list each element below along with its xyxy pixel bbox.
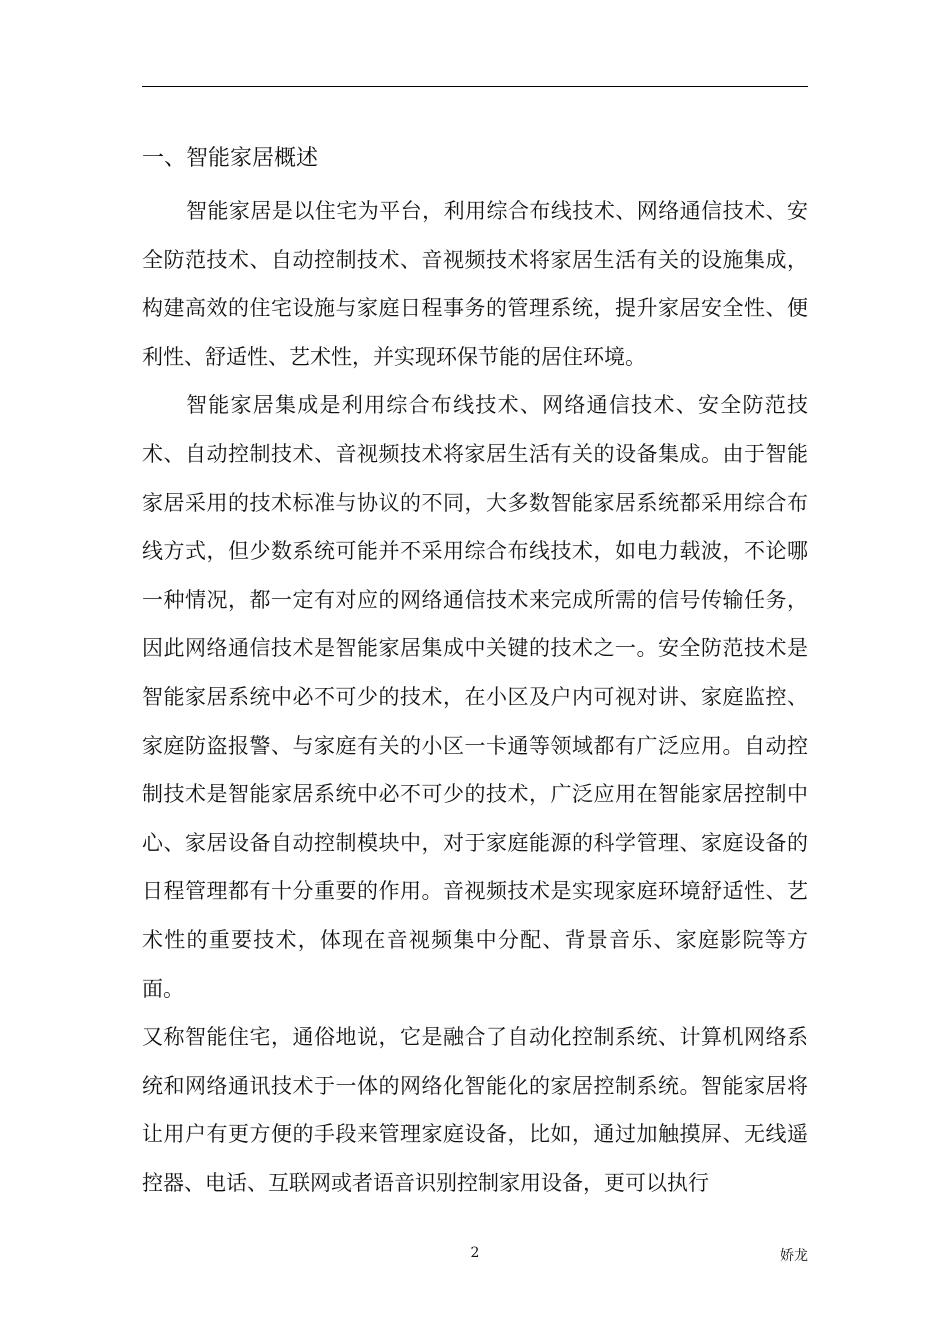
document-body: [142, 135, 808, 1207]
footer-author: 娇龙: [780, 1248, 808, 1264]
header-rule: [142, 86, 808, 87]
page-number: 2: [470, 1245, 480, 1261]
section-heading: 一、智能家居概述: [142, 146, 319, 171]
paragraph-2: 智能家居集成是利用综合布线技术、网络通信技术、安全防范技术、自动控制技术、音视频技术将家居生活有关的设备集成。由于智能家居采用的技术标准与协议的不同，大多数智能家居系统都采用综合布线方式，但少数系统可能并不采用综合布线技术，如电力载波，不论哪一种情况，都一定有对应的网络通信技术来完成所需的信号传输任务，因此网络通信技术是智能家居集成中关键的技术之一。安全防范技术是智能家居系统中必不可少的技术，在小区及户内可视对讲、家庭监控、家庭防盗报警、与家庭有关的小区一卡通等领域都有广泛应用。自动控制技术是智能家居系统中必不可少的技术，广泛应用在智能家居控制中心、家居设备自动控制模块中，对于家庭能源的科学管理、家庭设备的日程管理都有十分重要的作用。音视频技术是实现家庭环境舒适性、艺术性的重要技术，体现在音视频集中分配、背景音乐、家庭影院等方面。: [142, 393, 808, 1001]
paragraph-3: 又称智能住宅，通俗地说，它是融合了自动化控制系统、计算机网络系统和网络通讯技术于一体的网络化智能化的家居控制系统。智能家居将让用户有更方便的手段来管理家庭设备，比如，通过加触摸屏、无线遥控器、电话、互联网或者语音识别控制家用设备，更可以执行: [142, 1025, 808, 1195]
paragraph-1: 智能家居是以住宅为平台，利用综合布线技术、网络通信技术、安全防范技术、自动控制技术、音视频技术将家居生活有关的设施集成，构建高效的住宅设施与家庭日程事务的管理系统，提升家居安全性、便利性、舒适性、艺术性，并实现环保节能的居住环境。: [142, 199, 808, 369]
